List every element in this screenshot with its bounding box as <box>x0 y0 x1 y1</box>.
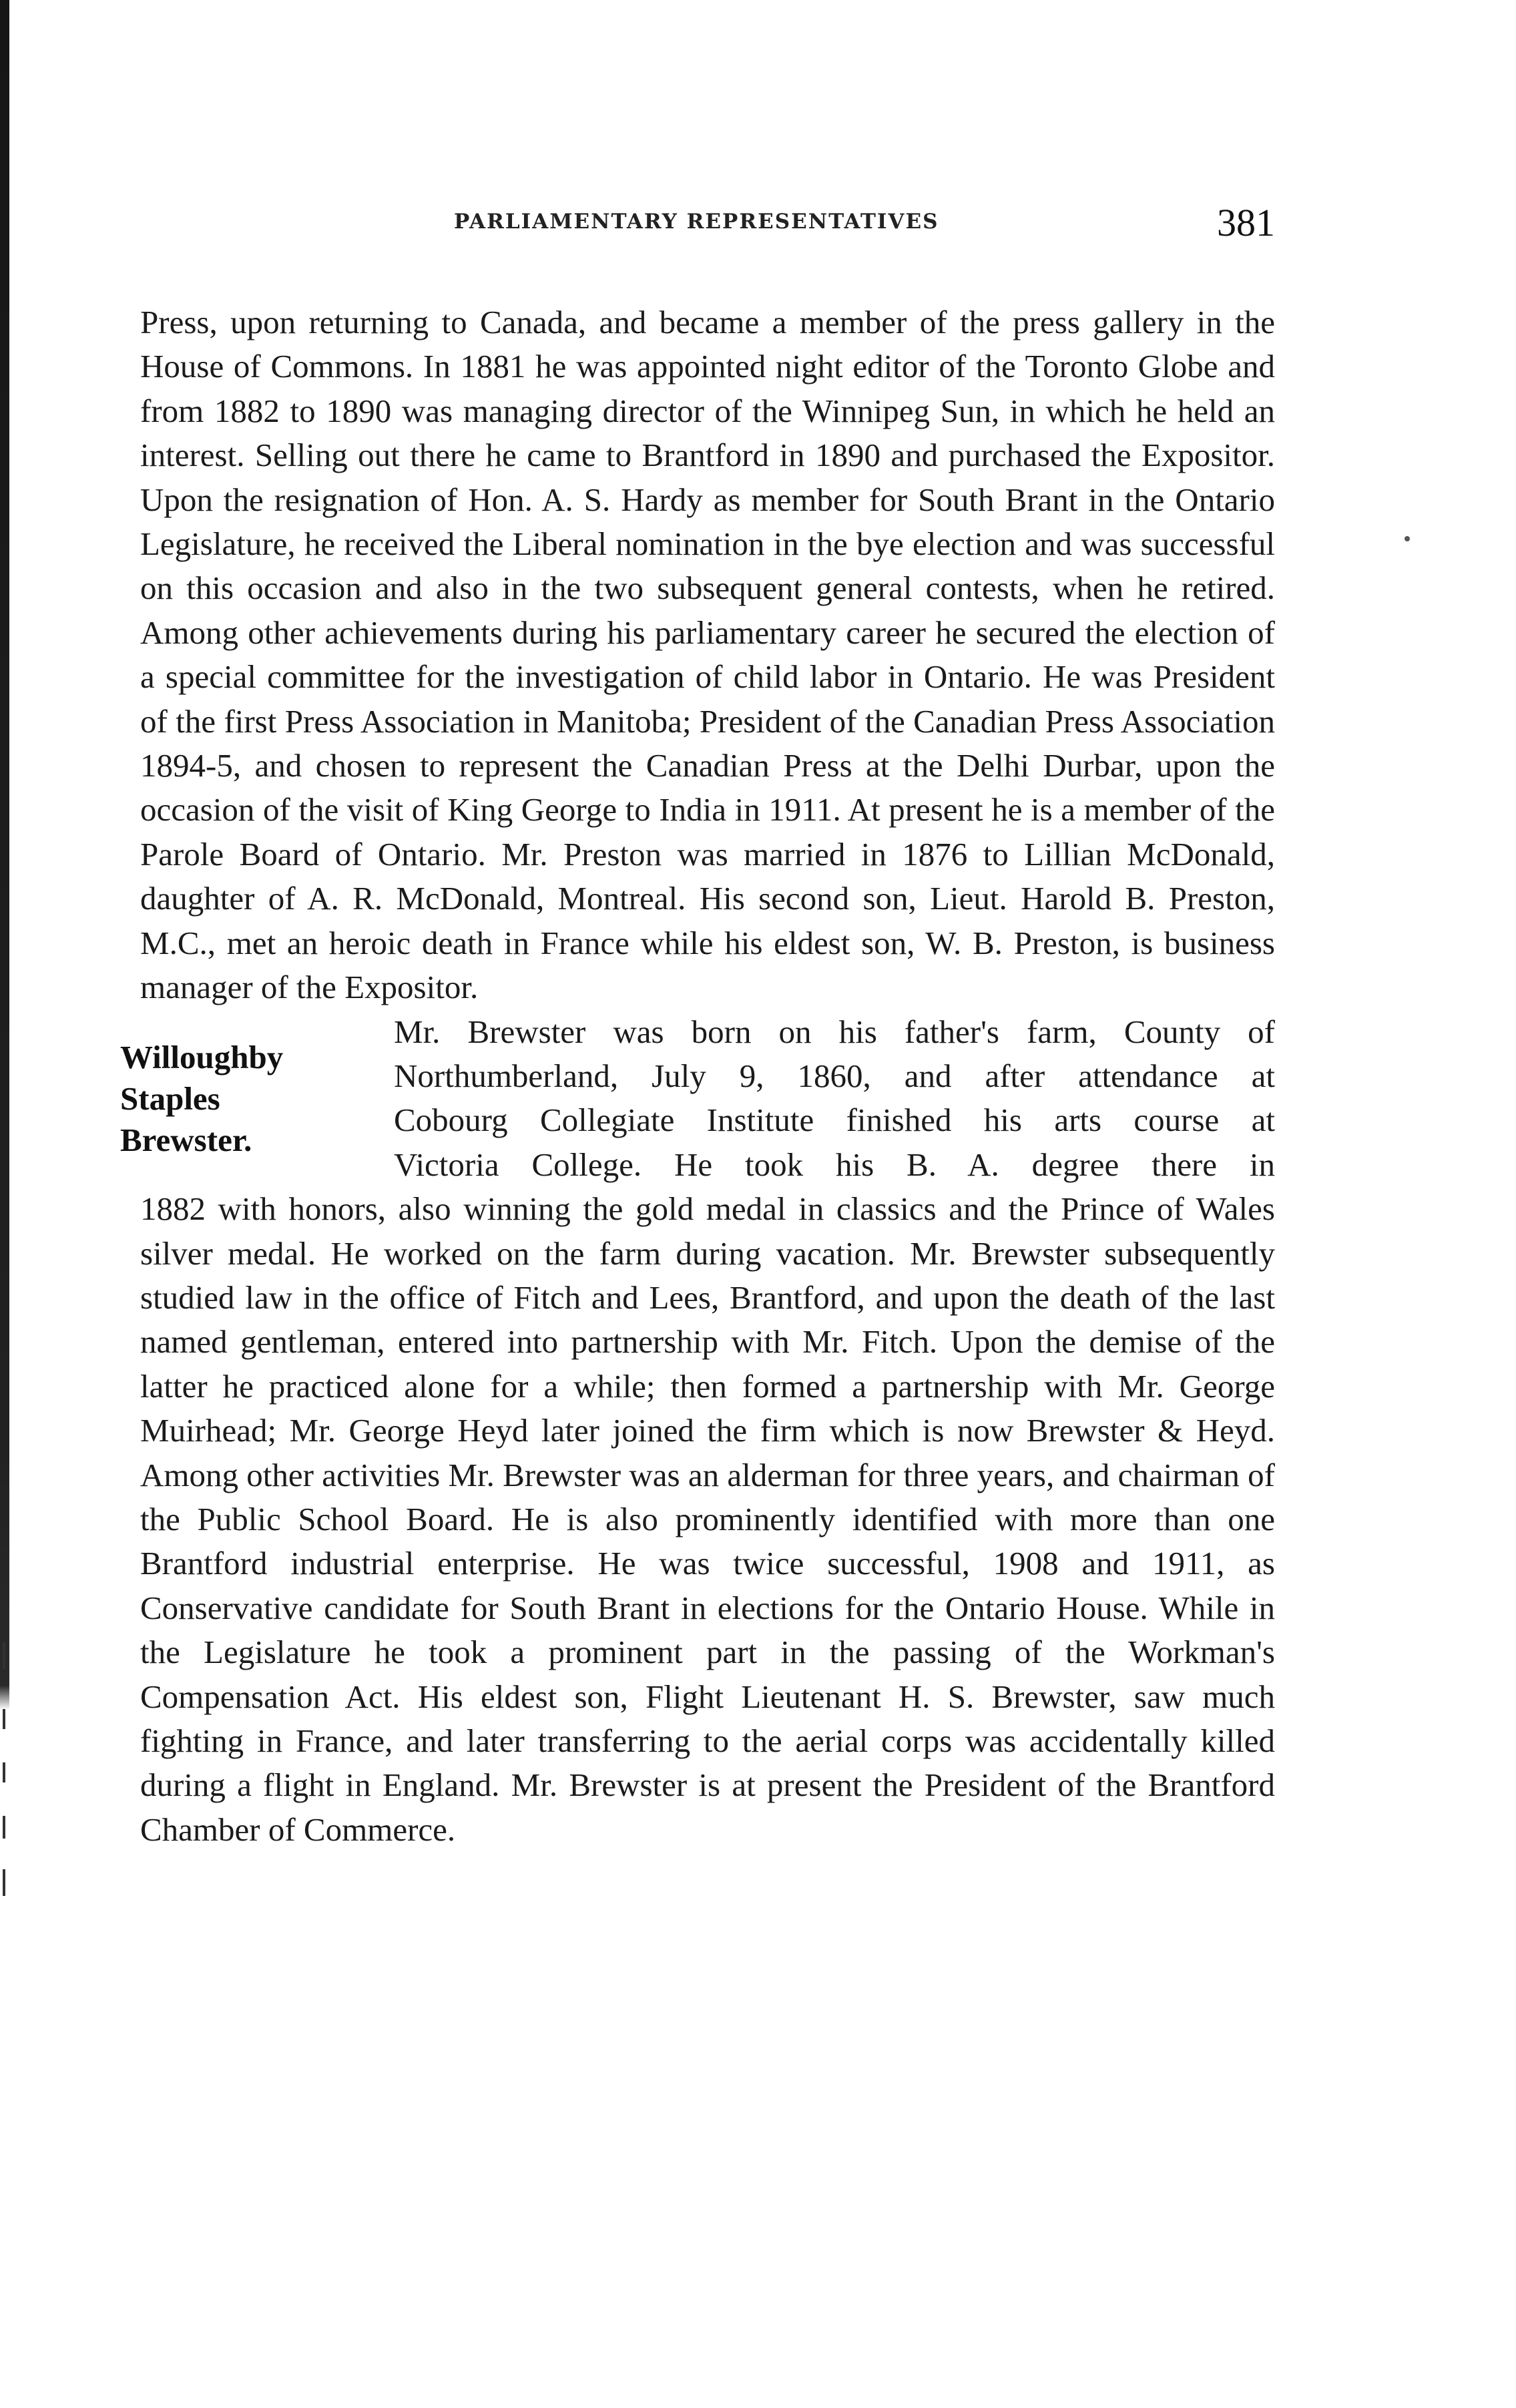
brewster-section <box>120 1010 1275 1188</box>
scan-edge-mark <box>3 1762 5 1782</box>
indented-line: Northumberland, July 9, 1860, and after attendance at <box>394 1057 1275 1094</box>
indented-line: Victoria College. He took his B. A. degree there in <box>394 1146 1275 1183</box>
indented-line: Cobourg Collegiate Institute finished his arts course at <box>394 1102 1275 1139</box>
paragraph-brewster: 1882 with honors, also winning the gold medal in classics and the Prince of Wales silver medal. He worked on the farm during vacation. Mr. Brewster subsequently studied law in the office of Fitch and Lees, Brantford, and upon the death of the last named gentleman, entered into partnership with Mr. Fitch. Upon the demise of the latter he practiced alone for a while; then formed a partnership with Mr. George Muirhead; Mr. George Heyd later joined the firm which is now Brewster & Heyd. Among other activities Mr. Brewster was an alderman for three years, and chairman of the Public School Board. He is also prominently identified with more than one Brantford industrial enterprise. He was twice successful, 1908 and 1911, as Conservative candidate for South Brant in elections for the Ontario House. While in the Legislature he took a prominent part in the passing of the Workman's Compensation Act. His eldest son, Flight Lieutenant H. S. Brewster, saw much fighting in France, and later transferring to the aerial corps was accidentally killed during a flight in England. Mr. Brewster is at present the President of the Brantford Chamber of Commerce. <box>140 1190 1275 1848</box>
scan-edge-mark <box>3 1709 5 1729</box>
scan-edge-mark <box>3 1642 5 1669</box>
scan-binding-edge <box>0 0 9 2408</box>
running-title: PARLIAMENTARY REPRESENTATIVES <box>454 210 939 234</box>
paragraph-preston: Press, upon returning to Canada, and became a member of the press gallery in the House of Commons. In 1881 he was appointed night editor of the Toronto Globe and from 1882 to 1890 was managing director of the Winnipeg Sun, in which he held an interest. Selling out there he came to Brantford in 1890 and purchased the Expositor. Upon the resignation of Hon. A. S. Hardy as member for South Brant in the Ontario Legislature, he received the Liberal nomination in the bye election and was successful on this occasion and also in the two subsequent general contests, when he retired. Among other achievements during his parliamentary career he secured the election of a special committee for the investigation of child labor in Ontario. He was President of the first Press Association in Manitoba; President of the Canadian Press Association 1894-5, and chosen to represent the Canadian Press at the Delhi Durbar, upon the occasion of the visit of King George to India in 1911. At present he is a member of the Parole Board of Ontario. Mr. Preston was married in 1876 to Lillian McDonald, daughter of A. R. McDonald, Montreal. His second son, Lieut. Harold B. Preston, M.C., met an heroic death in France while his eldest son, W. B. Preston, is business manager of the Expositor. <box>140 304 1275 1006</box>
page-number: 381 <box>1217 201 1275 244</box>
stray-ink-dot <box>1405 536 1410 541</box>
running-header <box>140 200 1275 254</box>
scan-edge-mark <box>3 1816 5 1839</box>
scan-edge-mark <box>3 1869 5 1896</box>
body-text <box>120 300 1275 1852</box>
indented-lines <box>394 1010 1275 1188</box>
margin-name-heading: Willoughby Staples Brewster. <box>120 1038 284 1158</box>
indented-line: Mr. Brewster was born on his father's farm, County of <box>394 1013 1275 1050</box>
book-page <box>120 200 1275 1852</box>
